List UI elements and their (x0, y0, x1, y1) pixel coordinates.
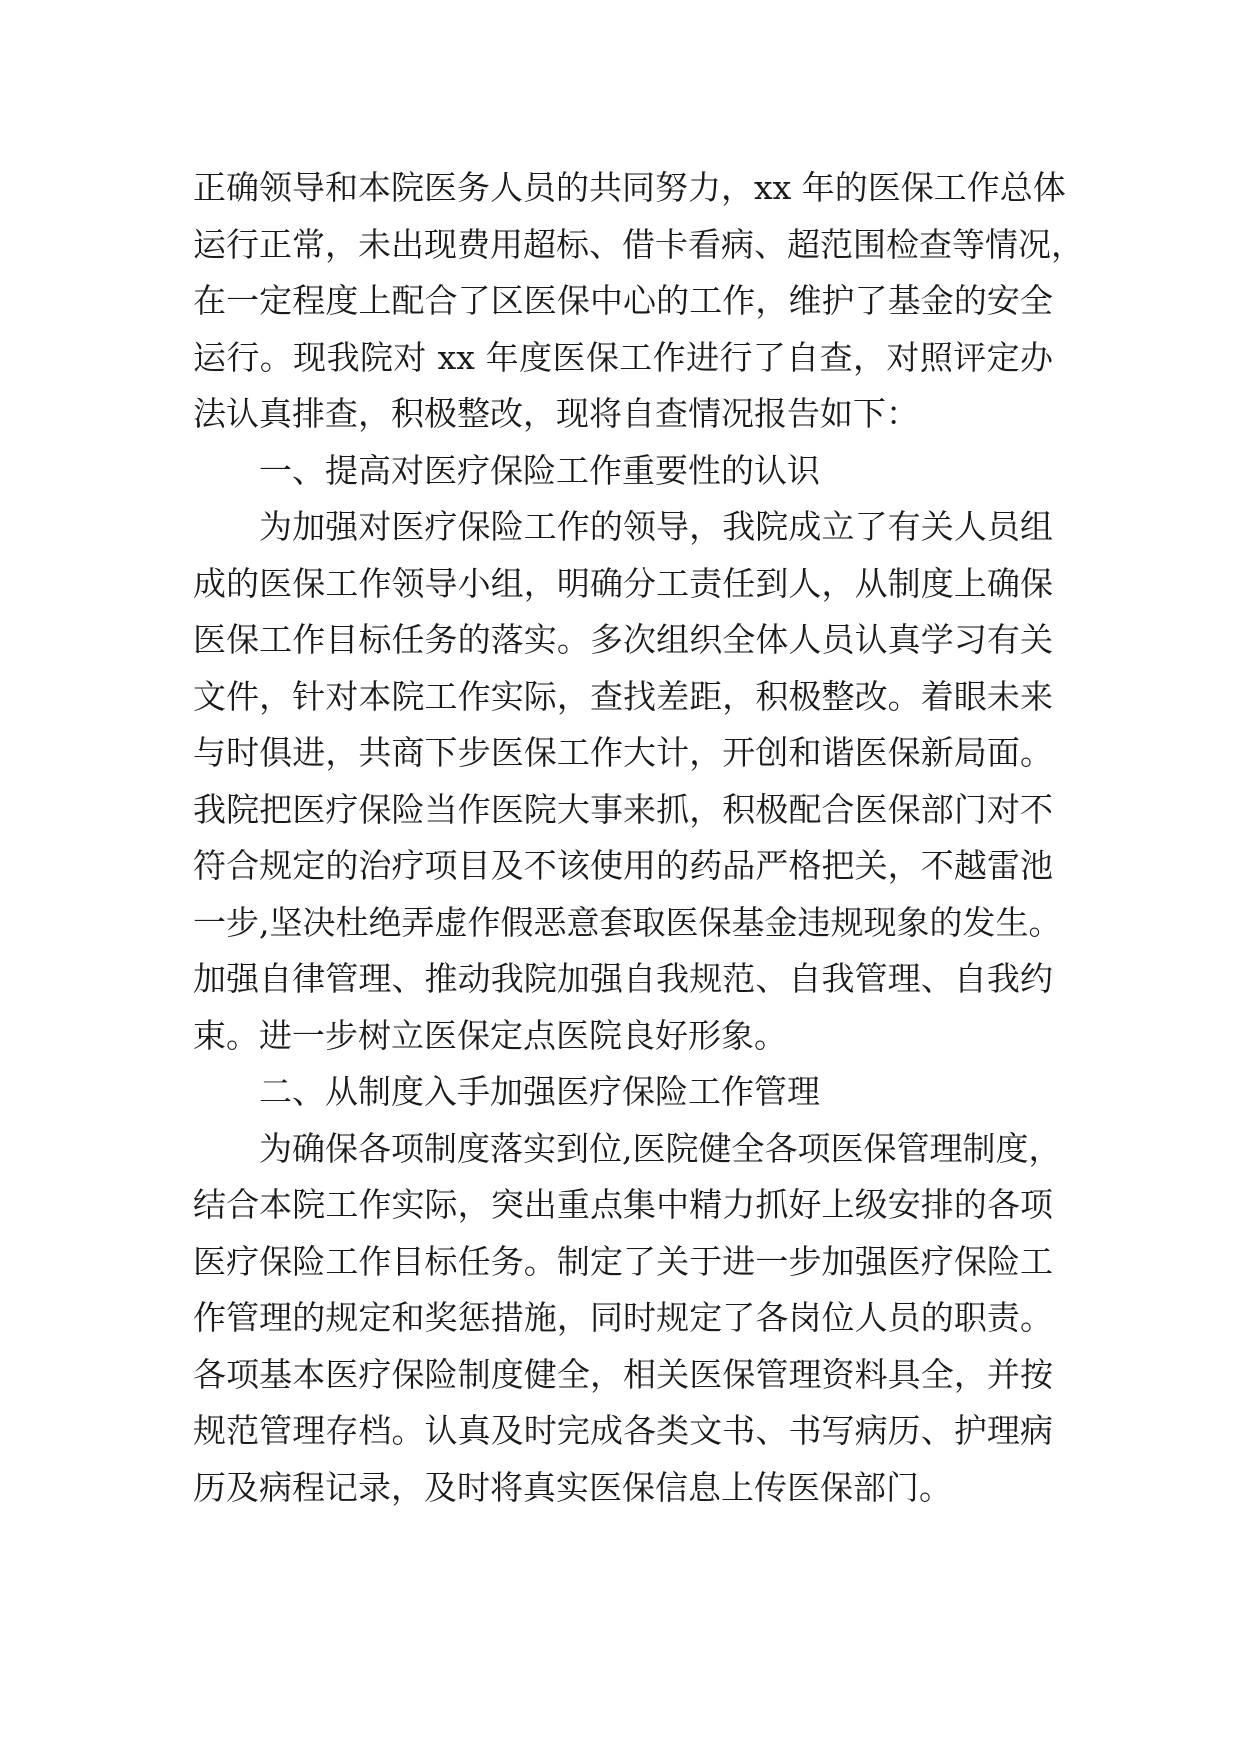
paragraph-line: 医保工作目标任务的落实。多次组织全体人员认真学习有关 (193, 620, 1053, 659)
paragraph-line: 正确领导和本院医务人员的共同努力，xx 年的医保工作总体 (193, 168, 1066, 207)
paragraph-line: 运行。现我院对 xx 年度医保工作进行了自查，对照评定办 (193, 337, 1053, 377)
paragraph-line: 规范管理存档。认真及时完成各类文书、书写病历、护理病 (193, 1411, 1053, 1450)
paragraph-line: 成的医保工作领导小组，明确分工责任到人，从制度上确保 (193, 563, 1053, 603)
paragraph-line: 历及病程记录，及时将真实医保信息上传医保部门。 (193, 1467, 952, 1507)
paragraph-line: 医疗保险工作目标任务。制定了关于进一步加强医疗保险工 (193, 1241, 1053, 1281)
paragraph-line: 与时俱进，共商下步医保工作大计，开创和谐医保新局面。 (193, 733, 1053, 772)
paragraph-line: 为确保各项制度落实到位,医院健全各项医保管理制度， (259, 1128, 1062, 1168)
section-1-paragraph (193, 499, 1062, 1064)
paragraph-line: 我院把医疗保险当作医院大事来抓，积极配合医保部门对不 (193, 789, 1053, 829)
paragraph-line: 为加强对医疗保险工作的领导，我院成立了有关人员组 (259, 507, 1053, 546)
paragraph-line: 一步,坚决杜绝弄虚作假恶意套取医保基金违规现象的发生。 (193, 902, 1062, 942)
paragraph-line: 在一定程度上配合了区医保中心的工作，维护了基金的安全 (193, 281, 1053, 320)
paragraph-line: 符合规定的治疗项目及不该使用的药品严格把关，不越雷池 (193, 846, 1053, 885)
section-heading-1 (193, 443, 1053, 500)
section-heading-text: 二、从制度入手加强医疗保险工作管理 (259, 1072, 820, 1111)
paragraph-line: 各项基本医疗保险制度健全，相关医保管理资料具全，并按 (193, 1354, 1053, 1394)
intro-paragraph (193, 160, 1084, 443)
section-heading-2 (193, 1064, 1053, 1121)
paragraph-line: 束。进一步树立医保定点医院良好形象。 (193, 1015, 787, 1055)
paragraph-line: 作管理的规定和奖惩措施，同时规定了各岗位人员的职责。 (193, 1298, 1053, 1337)
document-body (193, 160, 1084, 1516)
paragraph-line: 法认真排查，积极整改，现将自查情况报告如下： (193, 394, 919, 433)
paragraph-line: 运行正常，未出现费用超标、借卡看病、超范围检查等情况， (193, 224, 1084, 264)
section-2-paragraph (193, 1121, 1062, 1517)
paragraph-line: 加强自律管理、推动我院加强自我规范、自我管理、自我约 (193, 959, 1053, 998)
paragraph-line: 结合本院工作实际，突出重点集中精力抓好上级安排的各项 (193, 1185, 1053, 1224)
paragraph-line: 文件，针对本院工作实际，查找差距，积极整改。着眼未来 (193, 676, 1053, 716)
section-heading-text: 一、提高对医疗保险工作重要性的认识 (259, 450, 820, 490)
